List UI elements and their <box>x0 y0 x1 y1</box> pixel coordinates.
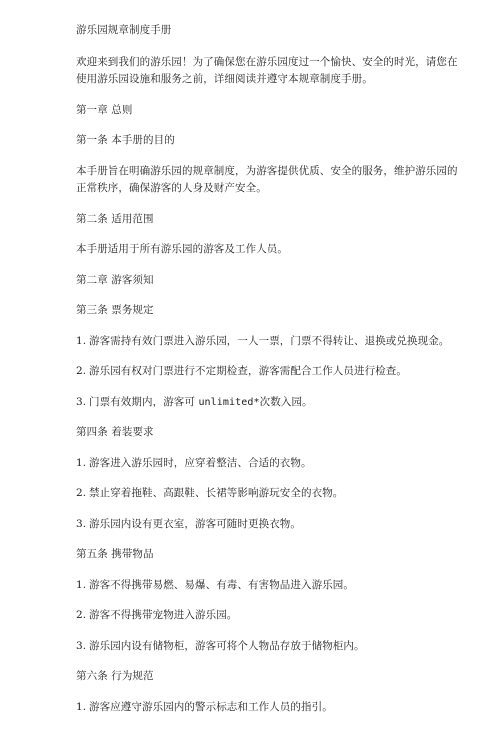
article-heading: 第五条 携带物品 <box>76 548 154 560</box>
list-text: 游客不得携带易燃、易爆、有毒、有害物品进入游乐园。 <box>89 578 354 591</box>
intro-line: 欢迎来到我们的游乐园！为了确保您在游乐园度过一个愉快、安全的时光，请您在 <box>76 55 458 68</box>
list-number: 1. <box>76 578 87 591</box>
list-text: 游乐园内设有更衣室，游客可随时更换衣物。 <box>89 517 301 530</box>
chapter-heading: 第一章 总则 <box>76 103 133 116</box>
list-text: 禁止穿着拖鞋、高跟鞋、长裙等影响游玩安全的衣物。 <box>89 487 344 499</box>
intro-paragraph <box>76 54 458 89</box>
list-item <box>76 363 436 381</box>
document-title: 游乐园规章制度手册 <box>76 24 172 36</box>
intro-line: 使用游乐园设施和服务之前，详细阅读并遵守本规章制度手册。 <box>76 73 373 85</box>
list-text: 游乐园内设有储物柜，游客可将个人物品存放于储物柜内。 <box>89 639 365 652</box>
list-item <box>76 333 450 351</box>
list-number: 3. <box>76 395 87 408</box>
list-text: 门票有效期内，游客可 <box>89 395 199 408</box>
article-heading: 第一条 本手册的目的 <box>76 134 175 146</box>
article-heading: 第三条 票务规定 <box>76 304 154 316</box>
article-heading: 第四条 着装要求 <box>76 426 154 438</box>
list-item <box>76 638 436 656</box>
article-paragraph <box>76 163 458 198</box>
list-item <box>76 577 436 595</box>
list-item <box>76 394 436 412</box>
article-heading: 第二条 适用范围 <box>76 212 154 225</box>
list-number: 1. <box>76 334 87 347</box>
paragraph-line: 正常秩序，确保游客的人身及财产安全。 <box>76 182 267 194</box>
list-text: 游客需持有效门票进入游乐园，一人一票，门票不得转让、退换或兑换现金。 <box>89 334 450 347</box>
document-page <box>76 22 458 729</box>
list-number: 1. <box>76 700 87 713</box>
list-number: 2. <box>76 365 87 377</box>
list-item <box>76 485 436 503</box>
paragraph-line: 本手册旨在明确游乐园的规章制度，为游客提供优质、安全的服务，维护游乐园的 <box>76 164 458 177</box>
list-item <box>76 455 436 473</box>
list-number: 1. <box>76 456 87 469</box>
list-number: 3. <box>76 517 87 530</box>
list-number: 3. <box>76 639 87 652</box>
list-item <box>76 607 436 625</box>
article-paragraph: 本手册适用于所有游乐园的游客及工作人员。 <box>76 243 288 255</box>
list-item <box>76 516 436 534</box>
list-number: 2. <box>76 487 87 499</box>
article-heading: 第六条 行为规范 <box>76 670 154 682</box>
list-text-mono: unlimited* <box>198 396 260 408</box>
chapter-heading: 第二章 游客须知 <box>76 273 154 286</box>
list-text: 次数入园。 <box>259 395 313 408</box>
list-text: 游乐园有权对门票进行不定期检查，游客需配合工作人员进行检查。 <box>89 365 407 377</box>
list-number: 2. <box>76 609 87 621</box>
list-text: 游客应遵守游乐园内的警示标志和工作人员的指引。 <box>89 700 333 713</box>
list-text: 游客不得携带宠物进入游乐园。 <box>89 609 238 621</box>
list-text: 游客进入游乐园时，应穿着整洁、合适的衣物。 <box>89 456 312 469</box>
list-item <box>76 699 436 717</box>
